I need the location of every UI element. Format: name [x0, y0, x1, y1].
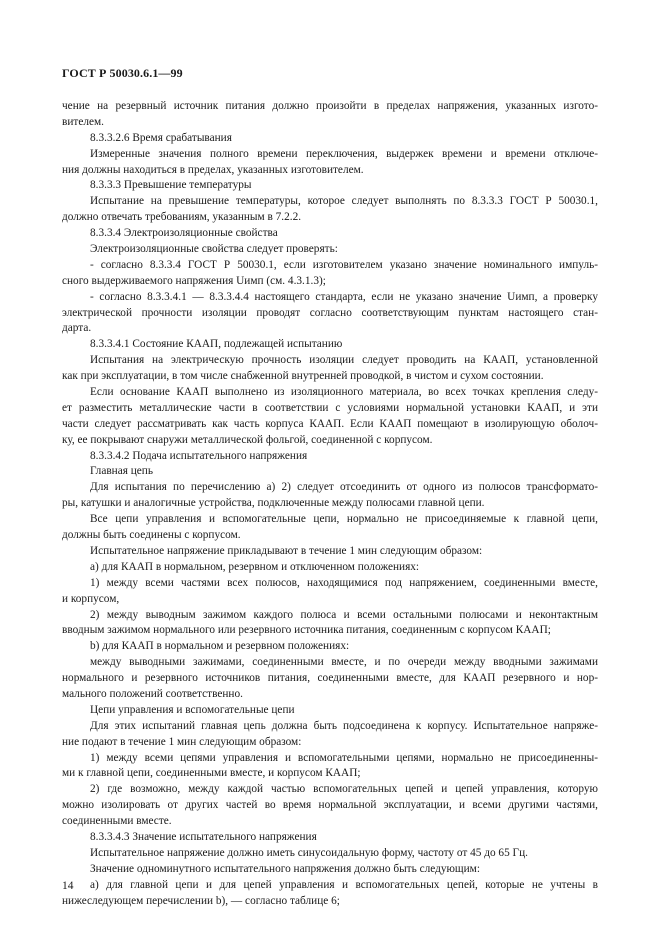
text-line: можно изолировать от других частей во время нормальной эксплуатации, и всеми другими частями, [62, 799, 598, 812]
text-line: сного выдерживаемого напряжения Uимп (см. 4.3.1.3); [62, 274, 326, 287]
text-line: 8.3.3.2.6 Время срабатывания [90, 131, 232, 144]
text-line: вителем. [62, 115, 104, 128]
text-line: Для этих испытаний главная цепь должна быть подсоединена к корпусу. Испытательное напряже- [90, 719, 598, 732]
text-line: b) для КААП в нормальном и резервном положениях: [90, 640, 350, 653]
text-line: должны быть соединены с корпусом. [62, 529, 241, 542]
text-line: 1) между всеми частями всех полюсов, находящимися под напряжением, соединенными вместе, [90, 576, 598, 589]
text-line: Главная цепь [90, 465, 154, 478]
text-line: нормального и резервного источников питания, соединенными вместе, для КААП резервного и нор- [62, 672, 598, 685]
text-line: ет разместить металлические части в соответствии с условиями нормальной установки КААП, и эти [62, 401, 598, 414]
text-line: части следует рассматривать как часть корпуса КААП. Если КААП помещают в изолирующую оболоч- [62, 417, 598, 430]
text-line: а) для КААП в нормальном, резервном и отключенном положениях: [90, 560, 420, 573]
text-line: должно отвечать требованиям, указанным в 7.2.2. [62, 211, 302, 224]
document-body [62, 99, 598, 909]
text-line: Испытания на электрическую прочность изоляции следует проводить на КААП, установленной [90, 354, 598, 367]
text-line: 8.3.3.4.3 Значение испытательного напряжения [90, 830, 317, 843]
page-number: 14 [62, 880, 74, 892]
text-line: мального положений соответственно. [62, 687, 243, 700]
text-line: ми к главной цепи, соединенными вместе, и корпусом КААП; [62, 767, 361, 780]
text-line: нижеследующем перечислении b), — согласно таблице 6; [62, 894, 340, 907]
text-line: Испытательное напряжение прикладывают в течение 1 мин следующим образом: [90, 544, 483, 557]
text-line: Электроизоляционные свойства следует проверять: [90, 243, 338, 256]
text-line: ние подают в течение 1 мин следующим образом: [62, 735, 302, 748]
text-line: Измеренные значения полного времени переключения, выдержек времени и времени отключе- [90, 147, 598, 160]
text-line: вводным зажимом нормального или резервного источника питания, соединенным с корпусом КААП; [62, 624, 551, 637]
text-line: Все цепи управления и вспомогательные цепи, нормально не присоединяемые к главной цепи, [90, 513, 598, 526]
text-line: как при эксплуатации, в том числе снабженной внутренней проводкой, в чистом и сухом состоянии. [62, 370, 544, 383]
text-line: Для испытания по перечислению а) 2) следует отсоединить от одного из полюсов трансформато- [90, 481, 598, 494]
text-line: Значение одноминутного испытательного напряжения должно быть следующим: [90, 862, 480, 875]
text-line: 8.3.3.4.2 Подача испытательного напряжения [90, 449, 308, 462]
text-line: Испытательное напряжение должно иметь синусоидальную форму, частоту от 45 до 65 Гц. [90, 846, 528, 859]
text-line: 2) где возможно, между каждой частью вспомогательных цепей и цепей управления, которую [90, 783, 598, 796]
text-line: и корпусом, [62, 592, 120, 605]
text-line: - согласно 8.3.3.4.1 — 8.3.3.4.4 настоящего стандарта, если не указано значение Uимп, а проверку [90, 290, 598, 303]
text-line: чение на резервный источник питания должно произойти в пределах напряжения, указанных изгото- [62, 100, 598, 112]
text-line: 8.3.3.3 Превышение температуры [90, 179, 252, 192]
text-line: ры, катушки и аналогичные устройства, подключенные между полюсами главной цепи. [62, 497, 485, 510]
text-line: 1) между всеми цепями управления и вспомогательными цепями, нормально не присоединенны- [90, 751, 598, 764]
text-line: Испытание на превышение температуры, которое следует выполнять по 8.3.3.3 ГОСТ Р 50030.1, [90, 195, 598, 208]
standard-header: ГОСТ Р 50030.6.1—99 [62, 66, 183, 80]
text-line: электрической прочности изоляции проводят согласно соответствующим пунктам настоящего стан- [62, 306, 598, 319]
text-line: ния должны находиться в пределах, указанных изготовителем. [62, 163, 364, 176]
text-line: - согласно 8.3.3.4 ГОСТ Р 50030.1, если изготовителем указано значение номинального импуль- [90, 258, 598, 271]
text-line: соединенными вместе. [62, 815, 172, 828]
text-line: ку, ее покрывают снаружи металлической фольгой, соединенной с корпусом. [62, 433, 433, 446]
text-line: а) для главной цепи и для цепей управления и вспомогательных цепей, которые не учтены в [90, 878, 598, 891]
text-line: Цепи управления и вспомогательные цепи [90, 703, 295, 716]
text-line: дарта. [62, 322, 92, 335]
text-line: 8.3.3.4.1 Состояние КААП, подлежащей испытанию [90, 338, 343, 351]
text-line: Если основание КААП выполнено из изоляционного материала, во всех точках крепления следу- [90, 386, 598, 399]
text-line: 2) между выводным зажимом каждого полюса и всеми остальными полюсами и неконтактным [90, 608, 598, 621]
text-line: 8.3.3.4 Электроизоляционные свойства [90, 227, 278, 240]
text-line: между выводными зажимами, соединенными вместе, и по очереди между вводными зажимами [90, 656, 598, 669]
